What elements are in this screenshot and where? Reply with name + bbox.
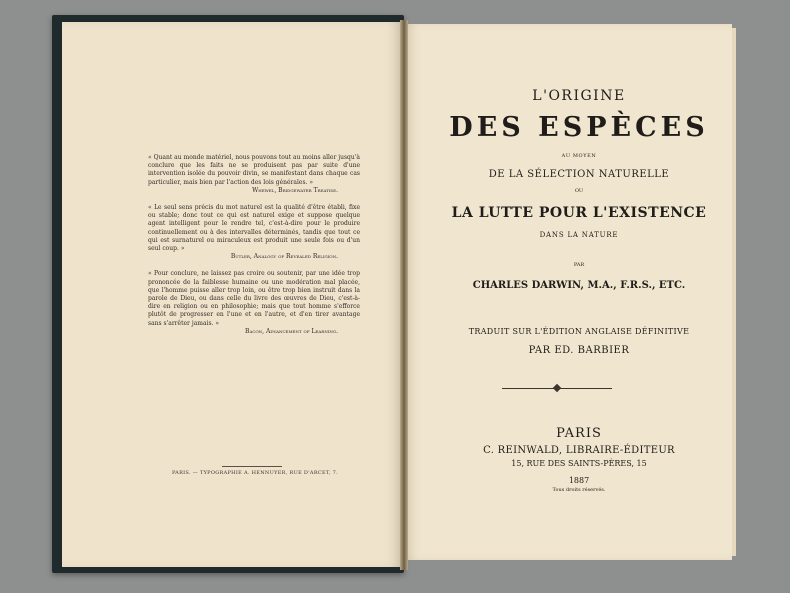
rights-line: Tous droits réservés. [552, 487, 606, 493]
quote-bacon [148, 270, 360, 336]
printer-imprint: PARIS. — TYPOGRAPHIE A. HENNUYER, RUE D'ARCET, 7. [171, 470, 339, 476]
quote-butler [148, 204, 360, 261]
address-line: 15, RUE DES SAINTS-PÈRES, 15 [511, 459, 647, 468]
quote-source: Bacon, Advancement of Learning. [245, 327, 338, 335]
quote-text: « Le seul sens précis du mot naturel est la qualité d'être établi, fixe ou stable; donc tout ce qui est naturel exige et suppose quelque agent intelligent pour le rendre tel, c'est-à-dire pour le produire continuellement ou à des intervalles déterminés, tandis que tout ce qui est surnaturel ou miraculeux est produit une seule fois ou d'un seul coup. » [148, 204, 360, 253]
title-line-especes: DES ESPÈCES [449, 112, 709, 143]
printer-divider [222, 466, 282, 467]
year-line: 1887 [568, 476, 590, 485]
quote-source: Whewel, Bridgewater Treatise. [252, 186, 338, 194]
author-line: CHARLES DARWIN, M.A., F.R.S., ETC. [472, 280, 686, 291]
title-line-au-moyen: AU MOYEN [561, 153, 597, 159]
quote-source: Butler, Analogy of Revealed Religion. [230, 253, 338, 261]
title-line-nature: DANS LA NATURE [539, 231, 619, 239]
translator-line: PAR ED. BARBIER [528, 345, 630, 356]
book-spine-gutter [400, 20, 408, 570]
city-line: PARIS [556, 426, 602, 441]
title-line-origine: L'ORIGINE [532, 88, 626, 104]
title-line-lutte: LA LUTTE POUR L'EXISTENCE [451, 205, 707, 221]
quote-text: « Pour conclure, ne laissez pas croire ou soutenir, par une idée trop prononcée de la faiblesse humaine ou une modération mal placée, que l'homme puisse aller trop loin, ou être trop bien instruit dans la parole de Dieu, ou dans celle du livre des œuvres de Dieu, c'est-à-dire en religion ou en philosophie; mais que tout homme s'efforce plutôt de progresser en l'une et en l'autre, et d'en tirer avantage sans s'arrêter jamais. » [148, 270, 360, 327]
quote-whewel [148, 154, 360, 195]
epigraph-quotes [148, 154, 360, 345]
translation-line: TRADUIT SUR L'ÉDITION ANGLAISE DÉFINITIVE [468, 327, 690, 336]
title-line-ou: OU [574, 188, 584, 194]
publisher-line: C. REINWALD, LIBRAIRE-ÉDITEUR [483, 445, 675, 456]
quote-text: « Quant au monde matériel, nous pouvons tout au moins aller jusqu'à conclure que les faits ne se produisent pas par suite d'une intervention isolée du pouvoir divin, se manifestant dans chaque cas particulier, mais bien par l'action des lois générales. » [148, 154, 360, 186]
title-line-par: PAR [573, 262, 585, 268]
title-line-selection: DE LA SÉLECTION NATURELLE [488, 169, 670, 180]
